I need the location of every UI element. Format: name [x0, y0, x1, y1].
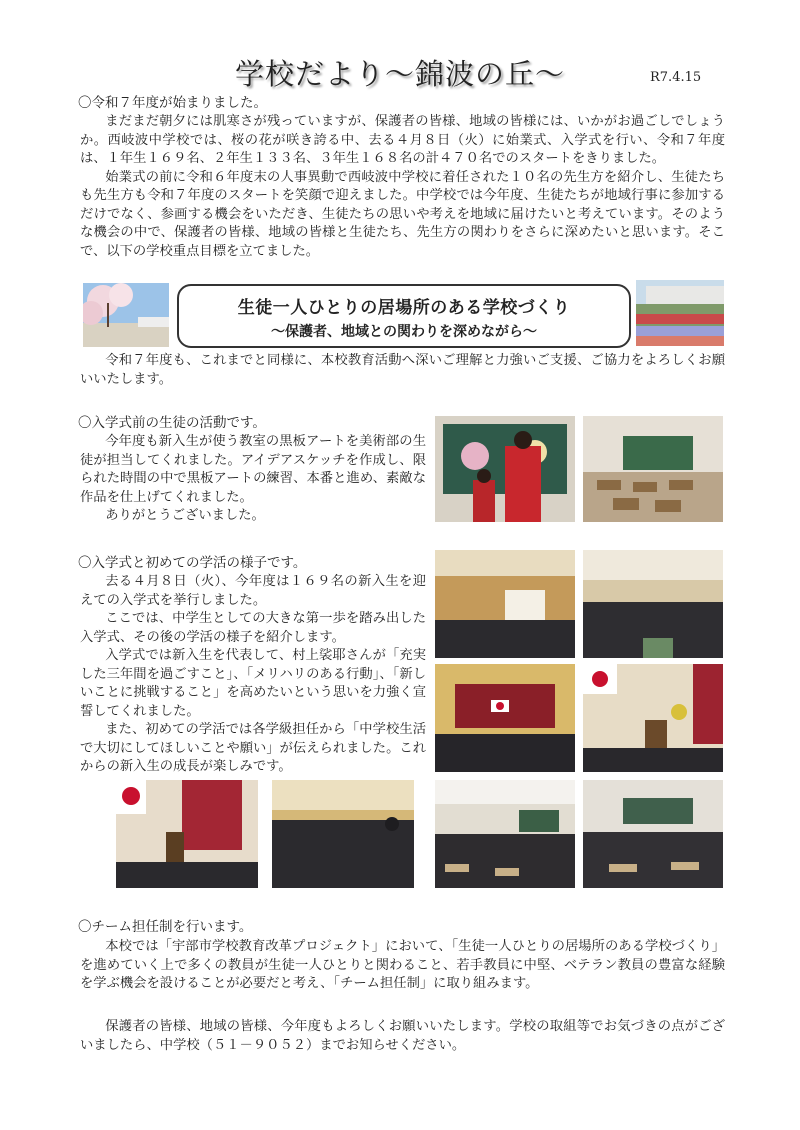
paragraph-support-request: 令和７年度も、これまでと同様に、本校教育活動へ深いご理解と力強いご支援、ご協力をよろしくお願いいたします。 — [80, 353, 725, 387]
paragraph-contact: 保護者の皆様、地域の皆様、今年度もよろしくお願いいたします。学校の取組等でお気づきの点がございましたら、中学校（５１－９０５２）までお知らせください。 — [80, 1019, 725, 1053]
paragraph-greeting: まだまだ朝夕には肌寒さが残っていますが、保護者の皆様、地域の皆様には、いかがお過ごしでしょうか。西岐波中学校では、桜の花が咲き誇る中、去る４月８日（火）に始業式、入学式を行い、令和７年度は、１年生１６９名、２年生１３３名、３年生１６８名の計４７０名でのスタートをきりました。 — [80, 114, 725, 166]
photo-gym-entrance — [435, 550, 575, 658]
photo-podium-speech — [583, 664, 723, 772]
section-body-team-homeroom — [80, 938, 725, 994]
paragraph-pledge: 入学式では新入生を代表して、村上裟耶さんが「充実した三年間を過ごすこと」、「メリハリのある行動」、「新しいことに挑戦すること」を高めたいという思いを力強く宣誓してくれました。 — [80, 648, 426, 719]
photo-stage-flag — [435, 664, 575, 772]
paragraph-first-step: ここでは、中学生としての大きな第一歩を踏み出した入学式、その後の学活の様子を紹介します。 — [80, 611, 426, 645]
section-body-entrance-ceremony — [80, 573, 426, 777]
newsletter-title: 学校だより～錦波の丘～ — [234, 57, 565, 91]
section-heading-entrance-ceremony: 〇入学式と初めての学活の様子です。 — [78, 555, 307, 571]
goal-main-text: 生徒一人ひとりの居場所のある学校づくり — [237, 298, 571, 318]
photo-ceremony-stage — [116, 780, 258, 888]
paragraph-homeroom: また、初めての学活では各学級担任から「中学校生活で大切にしてほしいことや願い」が伝えられました。これからの新入生の成長が楽しみです。 — [80, 722, 426, 774]
section-body-blackboard-art — [80, 433, 426, 526]
section-heading-blackboard-art: 〇入学式前の生徒の活動です。 — [78, 415, 266, 431]
photo-seated-students — [272, 780, 414, 888]
photo-homeroom-class-1 — [435, 780, 575, 888]
goal-subtitle: ～保護者、地域との関わりを深めながら～ — [271, 324, 537, 340]
paragraph-opening-ceremony: 始業式の前に令和６年度末の人事異動で西岐波中学校に着任された１０名の先生方を紹介し、生徒たちも先生方も令和７年度のスタートを笑顔で迎えました。中学校では今年度、生徒たちが地域行事に参加するだけでなく、参画する機会をいただき、生徒たちの思いや考えを地域に届けたいと考えています。そのような機会の中で、保護者の皆様、地域の皆様と生徒たち、先生方の関わりをさらに深めたいと思います。そこで、以下の学校重点目標を立てました。 — [80, 169, 725, 259]
photo-classroom-blackboard — [583, 416, 723, 522]
photo-flower-bed — [636, 280, 724, 346]
paragraph-team-homeroom: 本校では「宇部市学校教育改革プロジェクト」において、「生徒一人ひとりの居場所のある学校づくり」を進めていく上で多くの教員が生徒一人ひとりと関わること、若手教員に中堅、ベテラン教員の豊富な経験を学ぶ機会を設けることが必要だと考え、「チーム担任制」に取り組みます。 — [80, 939, 725, 991]
paragraph-art-club: 今年度も新入生が使う教室の黒板アートを美術部の生徒が担当してくれました。アイデアスケッチを作成し、限られた時間の中で黒板アートの練習、本番と進め、素敵な作品を仕上げてくれました。 — [80, 434, 426, 505]
issue-date: R7.4.15 — [650, 70, 702, 85]
section-closing-contact — [80, 1018, 725, 1055]
paragraph-new-students: 去る４月８日（火）、今年度は１６９名の新入生を迎えての入学式を挙行しました。 — [80, 574, 426, 608]
section-body-new-year — [80, 113, 725, 261]
section-heading-team-homeroom: 〇チーム担任制を行います。 — [78, 919, 253, 935]
section-heading-new-year: 〇令和７年度が始まりました。 — [78, 95, 267, 111]
photo-cherry-blossoms — [83, 283, 169, 347]
photo-procession — [583, 550, 723, 658]
school-goal-box — [177, 284, 631, 348]
photo-blackboard-art-students — [435, 416, 575, 522]
paragraph-thanks: ありがとうございました。 — [105, 508, 265, 523]
photo-homeroom-class-2 — [583, 780, 723, 888]
section-closing-request — [80, 352, 725, 389]
